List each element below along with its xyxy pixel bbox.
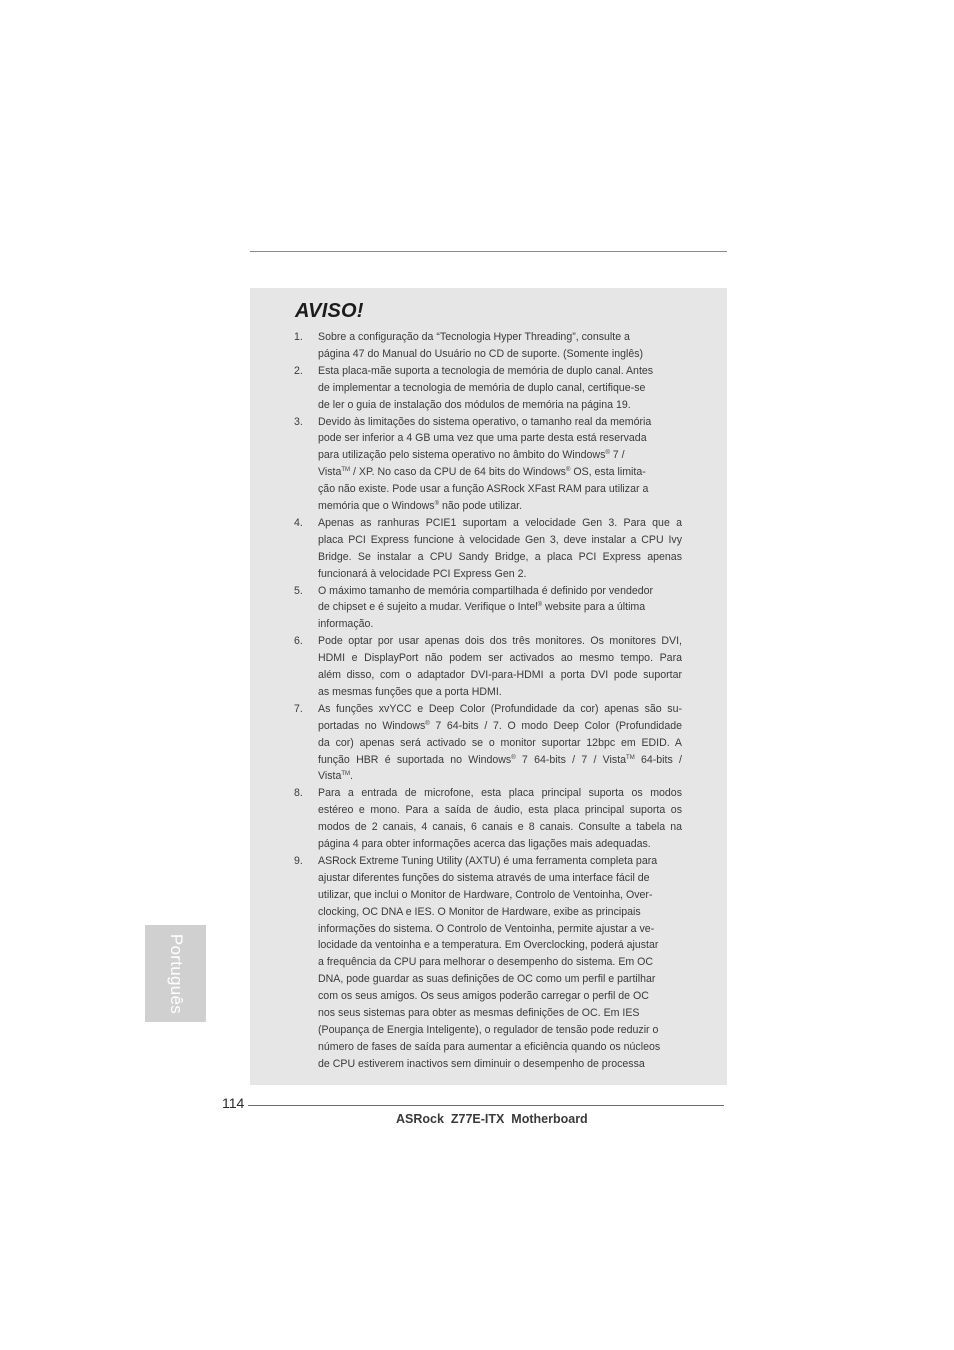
notice-item-number: 4.: [294, 516, 303, 529]
line-text: da cor) apenas será activado se o monitor suportar 12bpc em EDID. A: [318, 736, 682, 749]
line-text: Sobre a configuração da “Tecnologia Hyper Threading”, consulte a: [318, 331, 630, 343]
notice-item-line: [318, 616, 682, 633]
notice-item: [294, 515, 682, 583]
line-text: para utilização pelo sistema operativo no âmbito do Windows: [318, 449, 606, 462]
line-text: pode ser inferior a 4 GB uma vez que uma parte desta está reservada: [318, 432, 647, 445]
line-text: não pode utilizar.: [439, 500, 523, 513]
notice-item-line: [318, 583, 682, 600]
notice-item: [294, 414, 682, 515]
line-text: as mesmas funções que a porta HDMI.: [318, 685, 502, 698]
notice-item-line: [318, 1005, 682, 1022]
footer-divider: [248, 1105, 724, 1106]
line-text: Apenas as ranhuras PCIE1 suportam a velocidade Gen 3. Para que a: [318, 516, 682, 529]
notice-item-line: [318, 819, 682, 836]
line-text: informação.: [318, 618, 374, 631]
line-text: .: [350, 770, 353, 783]
trademark-mark: ®: [565, 467, 571, 474]
line-text: 7 64-bits / 7 / Vista: [515, 753, 627, 766]
line-text: Devido às limitações do sistema operativo, o tamanho real da memória: [318, 415, 652, 428]
trademark-mark: ®: [605, 450, 610, 457]
line-text: ajustar diferentes funções do sistema através de uma interface fácil de: [318, 871, 650, 884]
trademark-mark: ®: [511, 754, 516, 761]
notice-item-number: 7.: [294, 702, 303, 715]
trademark-mark: TM: [341, 467, 351, 474]
trademark-mark: TM: [341, 771, 351, 778]
line-text: OS, esta limita-: [570, 466, 646, 479]
notice-item-number: 2.: [294, 364, 303, 377]
notice-item-line: [318, 1056, 682, 1073]
line-text: número de fases de saída para aumentar a eficiência quando os núcleos: [318, 1040, 661, 1053]
notice-item-line: [318, 414, 682, 431]
line-text: de ler o guia de instalação dos módulos de memória na página 19.: [318, 398, 631, 411]
line-text: ção não existe. Pode usar a função ASRock XFast RAM para utilizar a: [318, 483, 649, 496]
line-text: 7 /: [609, 449, 625, 462]
notice-item-line: [318, 1022, 682, 1039]
notice-item-line: [318, 954, 682, 971]
line-text: portadas no Windows: [318, 719, 426, 732]
line-text: além disso, com o adaptador DVI-para-HDMI a porta DVI pode suportar: [318, 669, 682, 682]
notice-item-number: 3.: [294, 415, 303, 428]
notice-item-line: [318, 481, 682, 498]
notice-item-line: [318, 701, 682, 718]
trademark-mark: ®: [434, 501, 439, 508]
notice-item-line: [318, 785, 682, 802]
notice-item: [294, 363, 682, 414]
line-text: com os seus amigos. Os seus amigos poderão carregar o perfil de OC: [318, 990, 649, 1003]
notice-list: [294, 329, 682, 1073]
line-text: função HBR é suportada no Windows: [318, 753, 512, 766]
notice-item-line: [318, 599, 682, 616]
notice-item-line: [318, 329, 682, 346]
notice-item-line: [318, 498, 682, 515]
notice-item-line: [318, 363, 682, 380]
line-text: clocking, OC DNA e IES. O Monitor de Hardware, exibe as principais: [318, 905, 641, 918]
line-text: locidade da ventoinha e a temperatura. Em Overclocking, poderá ajustar: [318, 939, 659, 952]
notice-item-line: [318, 464, 682, 481]
line-text: Vista: [318, 466, 342, 479]
line-text: / XP. No caso da CPU de 64 bits do Windows: [350, 466, 566, 479]
notice-item: [294, 853, 682, 1073]
notice-item-line: [318, 1039, 682, 1056]
line-text: memória que o Windows: [318, 500, 435, 513]
line-text: Esta placa-mãe suporta a tecnologia de memória de duplo canal. Antes: [318, 364, 654, 377]
trademark-mark: TM: [626, 754, 635, 761]
line-text: (Poupança de Energia Inteligente), o regulador de tensão pode reduzir o: [318, 1023, 659, 1036]
notice-item-line: [318, 380, 682, 397]
notice-item-line: [318, 397, 682, 414]
line-text: nos seus sistemas para obter as mesmas definições de OC. Em IES: [318, 1007, 640, 1020]
footer-product-name: ASRock Z77E-ITX Motherboard: [396, 1112, 588, 1126]
line-text: modos de 2 canais, 4 canais, 6 canais e 8 canais. Consulte a tabela na: [318, 821, 682, 834]
notice-item-number: 6.: [294, 635, 303, 648]
trademark-mark: ®: [425, 720, 430, 727]
notice-item-line: [318, 447, 682, 464]
trademark-mark: ®: [537, 602, 543, 609]
notice-item-line: [318, 718, 682, 735]
line-text: As funções xvYCC e Deep Color (Profundidade da cor) apenas são su-: [318, 702, 682, 715]
line-text: de CPU estiverem inactivos sem diminuir o desempenho de processa: [318, 1057, 645, 1070]
notice-item: [294, 785, 682, 853]
notice-item-line: [318, 887, 682, 904]
line-text: de implementar a tecnologia de memória de duplo canal, certifique-se: [318, 381, 646, 394]
line-text: a frequência da CPU para melhorar o desempenho do sistema. Em OC: [318, 956, 654, 969]
notice-item-line: [318, 752, 682, 769]
line-text: placa PCI Express funcione à velocidade Gen 3, deve instalar a CPU Ivy: [318, 533, 682, 546]
top-divider: [250, 251, 727, 252]
line-text: website para a última: [542, 601, 646, 614]
page-number: 114: [222, 1095, 245, 1111]
notice-item: [294, 583, 682, 634]
notice-item-line: [318, 650, 682, 667]
line-text: utilizar, que inclui o Monitor de Hardware, Controlo de Ventoinha, Over-: [318, 888, 653, 901]
notice-item-line: [318, 904, 682, 921]
line-text: HDMI e DisplayPort não podem ser activados ao mesmo tempo. Para: [318, 652, 682, 665]
notice-item-number: 8.: [294, 787, 303, 800]
line-text: de chipset e é sujeito a mudar. Verifique o Intel: [318, 601, 538, 614]
language-tab: [145, 925, 206, 1022]
notice-item-number: 9.: [294, 854, 303, 867]
notice-item-line: [318, 768, 682, 785]
line-text: página 47 do Manual do Usuário no CD de suporte. (Somente inglês): [318, 347, 644, 360]
notice-item: [294, 701, 682, 785]
notice-item-line: [318, 566, 682, 583]
notice-title: AVISO!: [295, 300, 364, 322]
line-text: Bridge. Se instalar a CPU Sandy Bridge, a placa PCI Express apenas: [318, 550, 682, 563]
notice-box: [250, 288, 727, 1085]
line-text: Para a entrada de microfone, esta placa principal suporta os modos: [318, 787, 682, 800]
notice-item-line: [318, 937, 682, 954]
notice-item-line: [318, 836, 682, 853]
notice-item-line: [318, 549, 682, 566]
notice-item-line: [318, 971, 682, 988]
line-text: informações do sistema. O Controlo de Ventoinha, permite ajustar a ve-: [318, 922, 655, 935]
notice-item-number: 1.: [294, 331, 303, 343]
notice-item-line: [318, 988, 682, 1005]
line-text: página 4 para obter informações acerca das ligações mais adequadas.: [318, 837, 651, 850]
notice-item-line: [318, 802, 682, 819]
notice-item-line: [318, 430, 682, 447]
language-tab-label: Português: [166, 933, 186, 1014]
notice-item-line: [318, 870, 682, 887]
line-text: O máximo tamanho de memória compartilhada é definido por vendedor: [318, 584, 654, 597]
notice-item-line: [318, 633, 682, 650]
line-text: 7 64-bits / 7. O modo Deep Color (Profundidade: [429, 719, 682, 732]
notice-item-number: 5.: [294, 584, 303, 597]
notice-item: [294, 329, 682, 363]
line-text: 64-bits /: [634, 753, 682, 766]
line-text: funcionará à velocidade PCI Express Gen 2.: [318, 567, 527, 580]
notice-item-line: [318, 853, 682, 870]
notice-item-line: [318, 346, 682, 363]
notice-item-line: [318, 532, 682, 549]
notice-item-line: [318, 515, 682, 532]
notice-item: [294, 633, 682, 701]
line-text: estéreo e mono. Para a saída de áudio, esta placa principal suporta os: [318, 804, 682, 817]
line-text: DNA, pode guardar as suas definições de OC como um perfil e partilhar: [318, 973, 656, 986]
line-text: ASRock Extreme Tuning Utility (AXTU) é uma ferramenta completa para: [318, 854, 658, 867]
notice-item-line: [318, 735, 682, 752]
notice-item-line: [318, 684, 682, 701]
line-text: Vista: [318, 770, 342, 783]
notice-item-line: [318, 667, 682, 684]
notice-item-line: [318, 921, 682, 938]
line-text: Pode optar por usar apenas dois dos três monitores. Os monitores DVI,: [318, 635, 682, 648]
